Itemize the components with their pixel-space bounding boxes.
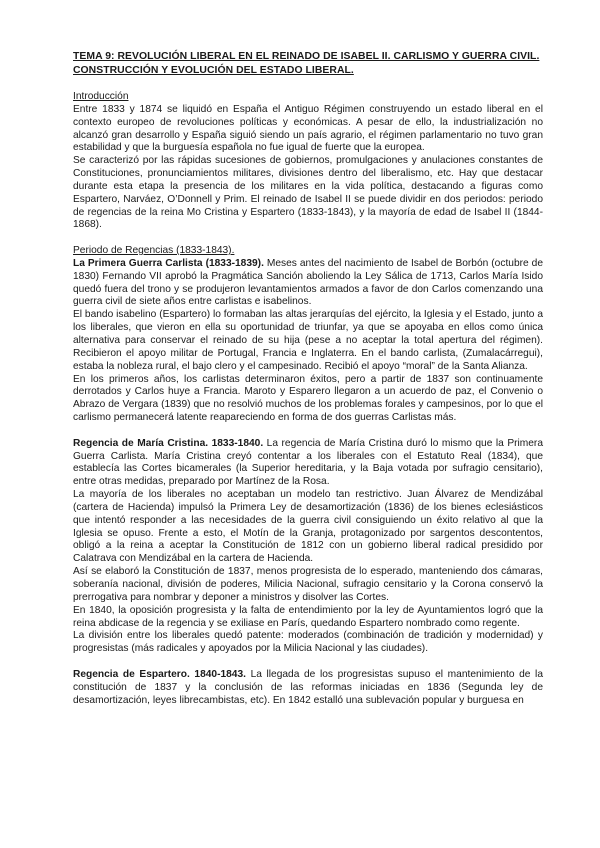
- spacer: [73, 425, 543, 438]
- subheading-guerra-carlista: La Primera Guerra Carlista (1833-1839).: [73, 257, 264, 269]
- paragraph: Entre 1833 y 1874 se liquidó en España el Antiguo Régimen construyendo un estado liberal en el contexto europeo de revoluciones políticas y económicas. A pesar de ello, la industrialización no alcanzó gran desarrollo y España siguió siendo un país agrario, el régimen parlamentario no tuvo gran estabilidad y que la burguesía española no fue igual de fuerte que la europea.: [73, 103, 543, 154]
- page-title: TEMA 9: REVOLUCIÓN LIBERAL EN EL REINADO DE ISABEL II. CARLISMO Y GUERRA CIVIL. CONSTRUCCIÓN Y EVOLUCIÓN DEL ESTADO LIBERAL.: [73, 51, 540, 76]
- subheading-espartero: Regencia de Espartero. 1840-1843.: [73, 668, 246, 680]
- document-page: [73, 50, 543, 707]
- paragraph: El bando isabelino (Espartero) lo formaban las altas jerarquías del ejército, la Iglesia y el Estado, junto a los liberales, que vieron en ella su oportunidad de triunfar, ya que se apoyaba en ellos como única alternativa para conservar el reinado de su hija (pese a no aceptar la total apertura del régimen). Recibieron el apoyo militar de Portugal, Francia e Inglaterra. En el bando carlista, (Zumalacárregui), estaba la nobleza rural, el bajo clero y el campesinado. Recibió el apoyo “moral” de la Santa Alianza.: [73, 309, 543, 372]
- paragraph: En 1840, la oposición progresista y la falta de entendimiento por la ley de Ayuntamientos logró que la reina abdicase de la regencia y se exiliase en París, quedando Espartero nombrado como regente.: [73, 604, 543, 629]
- paragraph: En los primeros años, los carlistas determinaron éxitos, pero a partir de 1837 son continuamente derrotados y Carlos huye a Francia. Maroto y Esparero llegaron a un acuerdo de paz, el Convenio o Abrazo de Vergara (1839) que no resolvió muchos de los problemas forales y campesinos, por lo que el carlismo permanecerá latente reapareciendo en forma de dos guerras Carlistas más.: [73, 373, 543, 424]
- paragraph-text: Meses antes del nacimiento de Isabel de Borbón (octubre de 1830) Fernando VII aprobó la Pragmática Sanción aboliendo la Ley Sálica de 1713, Carlos María Isido quedó fuera del trono y se produjeron levantamientos armados a favor de don Carlos comenzando una guerra civil de siete años entre carlistas e isabelinos.: [73, 257, 543, 308]
- paragraph: [73, 669, 543, 708]
- subheading-maria-cristina: Regencia de María Cristina. 1833-1840.: [73, 437, 264, 449]
- paragraph: [73, 258, 543, 309]
- paragraph: [73, 438, 543, 489]
- paragraph: Así se elaboró la Constitución de 1837, menos progresista de lo esperado, manteniendo dos cámaras, soberanía nacional, división de poderes, Milicia Nacional, sufragio censitario y la Corona conservó la prerrogativa para nombrar y deponer a ministros y disolver las Cortes.: [73, 566, 543, 603]
- paragraph-text: La llegada de los progresistas supuso el mantenimiento de la constitución de 1837 y la conclusión de las reformas iniciadas en 1836 (Segunda ley de desamortización, leyes librecambistas, etc). En 1842 estalló una sublevación popular y burguesa en: [73, 668, 543, 706]
- spacer: [73, 232, 543, 245]
- section-heading-regencias: Periodo de Regencias (1833-1843).: [73, 245, 235, 257]
- section-heading-introduccion: Introducción: [73, 91, 129, 102]
- paragraph: La mayoría de los liberales no aceptaban un modelo tan restrictivo. Juan Álvarez de Mendizábal (cartera de Hacienda) impulsó la Primera Ley de desamortización (1836) de los bienes eclesiásticos que intentó responder a las necesidades de la guerra civil consiguiendo un éxito relativo al que la Iglesia se opuso. Frente a esto, el Motín de la Granja, protagonizado por sargentos descontentos, obligó a la reina a aceptar la Constitución de 1812 con un gobierno liberal radical presidido por Calatrava con Mendizábal en la cartera de Hacienda.: [73, 489, 543, 565]
- paragraph: La división entre los liberales quedó patente: moderados (combinación de tradición y modernidad) y progresistas (más radicales y apoyados por la Milicia Nacional y las ciudades).: [73, 630, 543, 655]
- paragraph-text: La regencia de María Cristina duró lo mismo que la Primera Guerra Carlista. María Cristina creyó contentar a los liberales con el Estatuto Real (1834), que establecía las Cortes bicamerales (la Superior hereditaria, y la Baja votada por sufragio censitario), entre otras medidas, preparado por Martínez de la Rosa.: [73, 437, 543, 488]
- spacer: [73, 656, 543, 669]
- paragraph: Se caracterizó por las rápidas sucesiones de gobiernos, promulgaciones y anulaciones constantes de Constituciones, pronunciamientos militares, divisiones dentro del liberalismo, etc. Hay que destacar durante esta etapa la presencia de los militares en la vida política, destacando a figuras como Espartero, Narváez, O’Donnell y Prim. El reinado de Isabel II se puede dividir en dos periodos: periodo de regencias de la reina Mo Cristina y Espartero (1833-1843), y la mayoría de edad de Isabel II (1844-1868).: [73, 155, 543, 231]
